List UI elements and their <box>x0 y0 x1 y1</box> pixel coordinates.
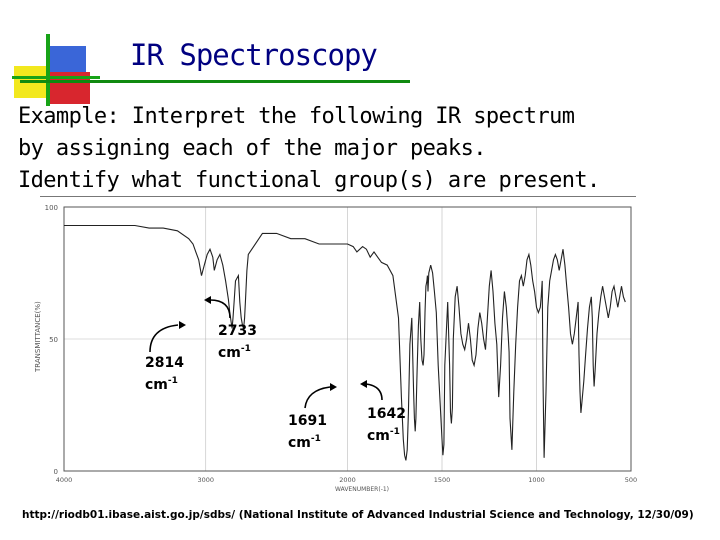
x-tick-label: 1000 <box>528 476 545 484</box>
annotation-2733-unit: cm <box>218 345 241 361</box>
x-tick-label: 3000 <box>197 476 215 484</box>
x-axis-label: WAVENUMBER(-1) <box>335 486 390 493</box>
arrow-2733 <box>210 300 230 318</box>
annotation-2814-exp: -1 <box>167 376 178 386</box>
x-tick-labels <box>56 476 637 484</box>
x-tick-label: 1500 <box>433 476 451 484</box>
body-line-3: Identify what functional group(s) are present. <box>18 168 600 193</box>
annotation-1691-unit: cm <box>288 435 311 451</box>
slide-title: IR Spectroscopy <box>130 38 377 72</box>
annotation-1691 <box>288 412 327 452</box>
x-tick-label: 2000 <box>339 476 356 484</box>
annotation-2733 <box>218 322 257 362</box>
x-tick-label: 500 <box>624 476 638 484</box>
y-tick-label: 50 <box>49 336 58 344</box>
annotation-1642-exp: -1 <box>389 427 400 437</box>
slide-logo <box>10 34 110 106</box>
logo-horizontal-line <box>12 76 100 79</box>
arrow-1691 <box>305 387 330 408</box>
annotation-2733-value: 2733 <box>218 323 257 339</box>
annotation-2814 <box>145 354 184 394</box>
annotation-1691-value: 1691 <box>288 413 327 429</box>
y-tick-label: 100 <box>44 204 58 212</box>
ir-spectrum-chart <box>0 196 720 496</box>
y-tick-labels <box>45 204 58 476</box>
spectrum-line <box>64 226 625 461</box>
arrow-1642 <box>366 384 382 400</box>
annotation-1642-value: 1642 <box>367 406 406 422</box>
annotation-1642 <box>367 405 406 445</box>
body-line-2: by assigning each of the major peaks. <box>18 136 486 161</box>
annotation-1691-exp: -1 <box>310 434 321 444</box>
logo-vertical-line <box>46 34 50 106</box>
annotation-2733-exp: -1 <box>240 344 251 354</box>
y-axis-label: TRANSMITTANCE(%) <box>34 301 42 372</box>
arrow-2733-head <box>204 296 211 304</box>
body-line-1: Example: Interpret the following IR spectrum <box>18 104 575 129</box>
annotation-2814-value: 2814 <box>145 355 184 371</box>
arrow-2814-head <box>179 321 186 329</box>
y-tick-label: 0 <box>53 468 58 476</box>
arrow-1691-head <box>330 383 337 391</box>
annotation-1642-unit: cm <box>367 428 390 444</box>
source-citation: http://riodb01.ibase.aist.go.jp/sdbs/ (National Institute of Advanced Industrial Science and Technology, 12/30/09) <box>22 509 694 521</box>
x-tick-label: 4000 <box>55 476 73 484</box>
title-underline <box>20 80 410 83</box>
arrow-1642-head <box>360 380 367 388</box>
chart-grid <box>64 207 631 471</box>
annotation-2814-unit: cm <box>145 377 168 393</box>
arrow-2814 <box>150 325 178 352</box>
